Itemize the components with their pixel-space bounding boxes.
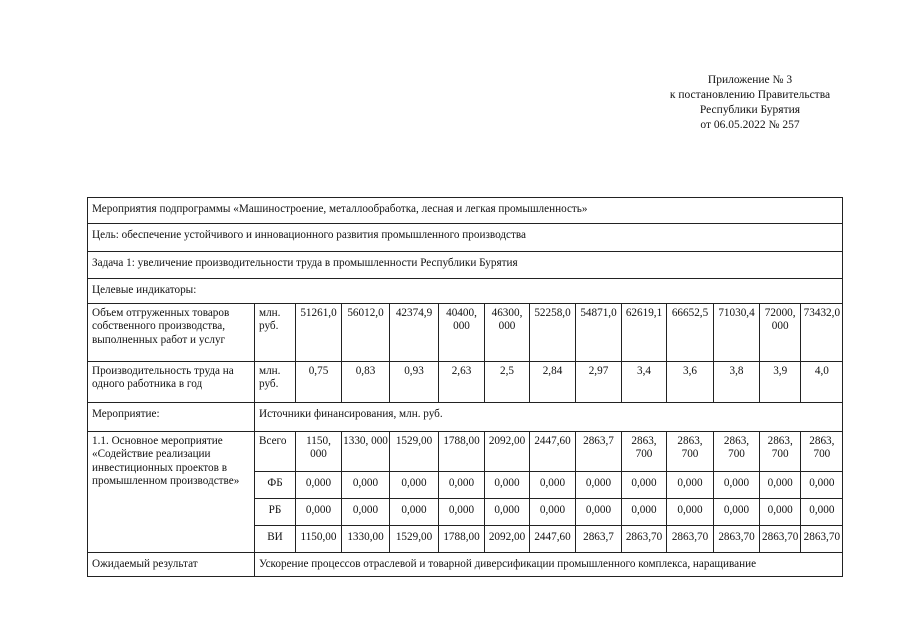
funding-source: ФБ — [255, 471, 296, 498]
appendix-number: Приложение № 3 — [707, 74, 793, 86]
indicator-value: 0,75 — [296, 361, 342, 402]
funding-value: 2863, 700 — [667, 431, 714, 471]
indicator-value: 2,63 — [439, 361, 485, 402]
indicator-value: 46300, 000 — [485, 303, 530, 361]
funding-value: 0,000 — [342, 471, 390, 498]
indicator-value: 73432,0 — [801, 303, 843, 361]
funding-value: 2863,70 — [667, 525, 714, 552]
indicator-value: 2,5 — [485, 361, 530, 402]
indicator-unit: млн. руб. — [255, 361, 296, 402]
funding-value: 0,000 — [714, 498, 760, 525]
funding-value: 2447,60 — [530, 525, 576, 552]
funding-value: 1788,00 — [439, 431, 485, 471]
document-header — [620, 73, 880, 133]
indicator-value: 4,0 — [801, 361, 843, 402]
indicators-header-row — [88, 279, 843, 304]
result-text: Ускорение процессов отраслевой и товарной диверсификации промышленного комплекса, наращивание — [255, 552, 843, 577]
indicator-value: 0,93 — [390, 361, 439, 402]
task-row — [88, 252, 843, 279]
program-table — [87, 197, 843, 577]
funding-value: 0,000 — [342, 498, 390, 525]
funding-value: 0,000 — [390, 498, 439, 525]
funding-value: 1529,00 — [390, 431, 439, 471]
funding-value: 0,000 — [622, 498, 667, 525]
indicators-label: Целевые индикаторы: — [88, 279, 843, 304]
funding-label: Источники финансирования, млн. руб. — [255, 402, 843, 431]
funding-value: 0,000 — [576, 498, 622, 525]
resolution-date: от 06.05.2022 № 257 — [700, 119, 800, 131]
goal-row — [88, 224, 843, 252]
funding-value: 0,000 — [760, 471, 801, 498]
indicator-value: 54871,0 — [576, 303, 622, 361]
funding-value: 0,000 — [439, 498, 485, 525]
funding-value: 0,000 — [485, 471, 530, 498]
funding-value: 0,000 — [296, 471, 342, 498]
funding-value: 2863, 700 — [714, 431, 760, 471]
indicator-value: 3,9 — [760, 361, 801, 402]
measure-header-row — [88, 402, 843, 431]
funding-value: 0,000 — [714, 471, 760, 498]
funding-value: 0,000 — [801, 471, 843, 498]
indicator-value: 72000, 000 — [760, 303, 801, 361]
funding-value: 2863,70 — [714, 525, 760, 552]
funding-value: 0,000 — [390, 471, 439, 498]
funding-value: 0,000 — [801, 498, 843, 525]
indicator-value: 0,83 — [342, 361, 390, 402]
resolution-line: к постановлению Правительства — [669, 89, 831, 101]
funding-value: 0,000 — [296, 498, 342, 525]
funding-source: Всего — [255, 431, 296, 471]
indicator-label: Объем отгруженных товаров собственного производства, выполненных работ и услуг — [88, 303, 255, 361]
republic-line: Республики Бурятия — [699, 104, 801, 116]
funding-value: 2863,7 — [576, 431, 622, 471]
indicator-value: 40400, 000 — [439, 303, 485, 361]
indicator-row — [88, 303, 843, 361]
funding-value: 2863,70 — [760, 525, 801, 552]
indicator-value: 56012,0 — [342, 303, 390, 361]
title-row — [88, 198, 843, 224]
indicator-value: 3,8 — [714, 361, 760, 402]
funding-value: 2863, 700 — [801, 431, 843, 471]
indicator-value: 3,6 — [667, 361, 714, 402]
funding-value: 1150,00 — [296, 525, 342, 552]
indicator-value: 71030,4 — [714, 303, 760, 361]
funding-source: ВИ — [255, 525, 296, 552]
indicator-row — [88, 361, 843, 402]
funding-value: 0,000 — [530, 498, 576, 525]
funding-value: 0,000 — [485, 498, 530, 525]
funding-value: 2092,00 — [485, 431, 530, 471]
measure-name: 1.1. Основное мероприятие «Содействие реализации инвестиционных проектов в промышленном производстве» — [88, 431, 255, 552]
funding-value: 2447,60 — [530, 431, 576, 471]
funding-source: РБ — [255, 498, 296, 525]
funding-value: 0,000 — [760, 498, 801, 525]
indicator-value: 2,97 — [576, 361, 622, 402]
funding-value: 1788,00 — [439, 525, 485, 552]
funding-value: 2863,7 — [576, 525, 622, 552]
funding-value: 0,000 — [530, 471, 576, 498]
indicator-unit: млн. руб. — [255, 303, 296, 361]
funding-value: 1330,00 — [342, 525, 390, 552]
indicator-value: 42374,9 — [390, 303, 439, 361]
funding-value: 2092,00 — [485, 525, 530, 552]
funding-value: 0,000 — [667, 471, 714, 498]
indicator-value: 3,4 — [622, 361, 667, 402]
funding-value: 0,000 — [439, 471, 485, 498]
funding-row — [88, 431, 843, 471]
indicator-value: 52258,0 — [530, 303, 576, 361]
result-row — [88, 552, 843, 577]
funding-value: 1150, 000 — [296, 431, 342, 471]
funding-value: 0,000 — [576, 471, 622, 498]
indicator-value: 51261,0 — [296, 303, 342, 361]
funding-value: 2863,70 — [801, 525, 843, 552]
funding-value: 2863, 700 — [622, 431, 667, 471]
subprogram-title: Мероприятия подпрограммы «Машиностроение, металлообработка, лесная и легкая промышленность» — [88, 198, 843, 224]
goal-text: Цель: обеспечение устойчивого и инновационного развития промышленного производства — [88, 224, 843, 252]
funding-value: 2863,70 — [622, 525, 667, 552]
funding-value: 1529,00 — [390, 525, 439, 552]
indicator-label: Производительность труда на одного работника в год — [88, 361, 255, 402]
indicator-value: 66652,5 — [667, 303, 714, 361]
indicator-value: 2,84 — [530, 361, 576, 402]
measure-label: Мероприятие: — [88, 402, 255, 431]
funding-value: 1330, 000 — [342, 431, 390, 471]
funding-value: 0,000 — [622, 471, 667, 498]
funding-value: 2863, 700 — [760, 431, 801, 471]
indicator-value: 62619,1 — [622, 303, 667, 361]
task-text: Задача 1: увеличение производительности труда в промышленности Республики Бурятия — [88, 252, 843, 279]
result-label: Ожидаемый результат — [88, 552, 255, 577]
funding-value: 0,000 — [667, 498, 714, 525]
